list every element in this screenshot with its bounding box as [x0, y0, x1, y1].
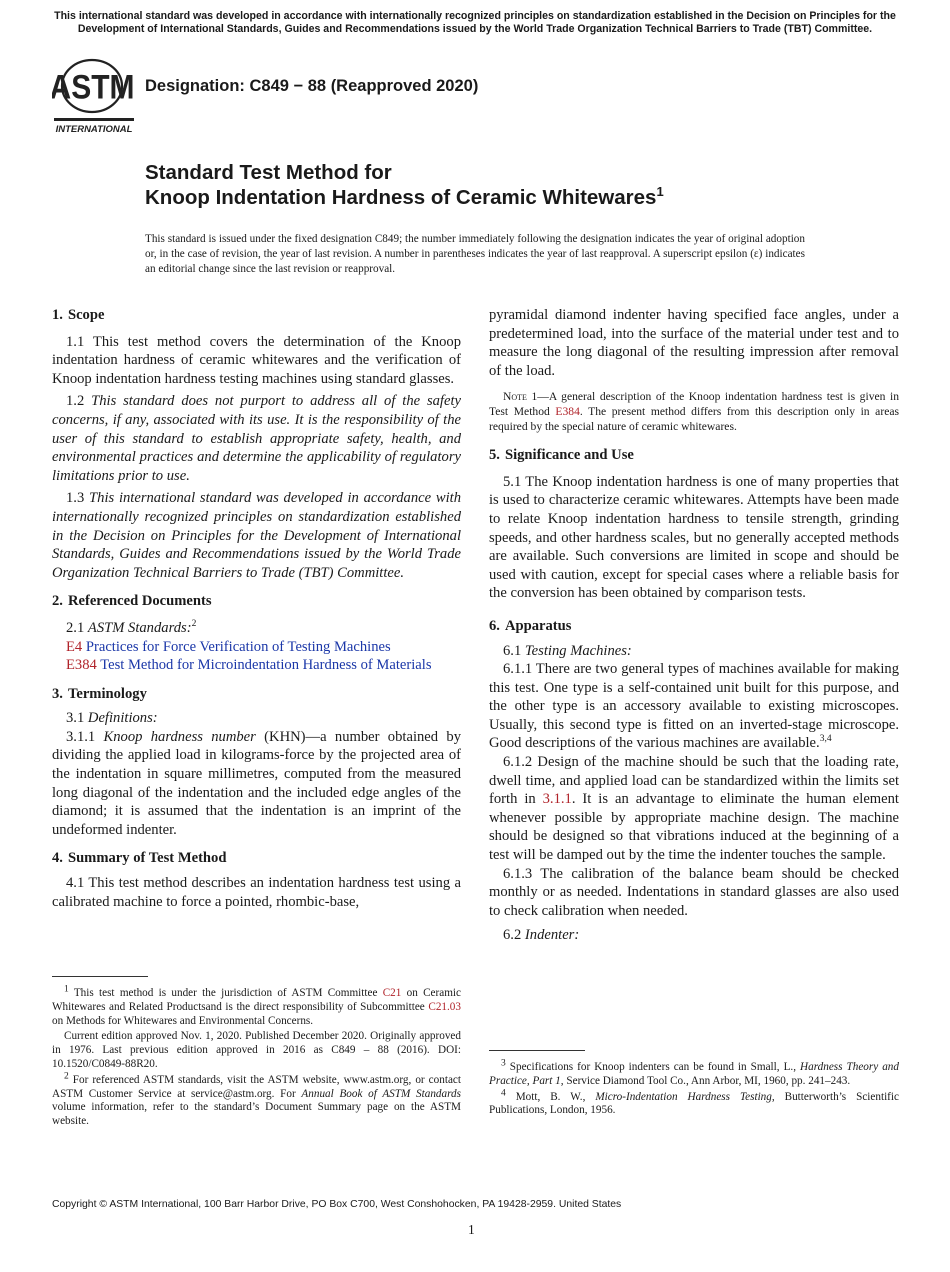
paragraph-1-3: 1.3 This international standard was developed in accordance with internationally recognized principles on standardization established in the Decision on Principles for the Development of International Standards, Guides and Recommendations issued by the World Trade Organization Technical Barriers to Trade (TBT) Committee.: [52, 490, 462, 581]
reference-code-e384: E384: [66, 657, 97, 674]
designation: Designation: C849 − 88 (Reapproved 2020): [145, 77, 479, 95]
paragraph-6-1-1: 6.1.1 There are two general types of machines available for making this test. One type is a self-contained unit built for this purpose, and the other type is an accessory available to existing microscopes. Usually, this second type is fitted on an inverted-stage microscope. Good descriptions of the various machines are available.$^{3,4}$: [489, 661, 899, 752]
reference-link-e4: Practices for Force Verification of Testing Machines: [85, 638, 391, 655]
section-heading-significance: 5. Significance and Use: [489, 447, 634, 464]
paragraph-2-1: 2.1 ASTM Standards:$^2$: [66, 619, 197, 636]
title-text: Knoop Indentation Hardness of Ceramic Whitewares: [145, 186, 657, 209]
astm-logo-graphic: [52, 56, 136, 136]
footnote-divider-right: [489, 1050, 585, 1051]
paragraph-4-1-continued: pyramidal diamond indenter having specified face angles, under a predetermined load, into the surface of the material under test and to measure the long diagonal of the resulting impression after removal of the load.: [489, 307, 899, 379]
footnote-4: $^4$ Mott, B. W., Micro-Indentation Hardness Testing, Butterworth’s Scientific Publications, London, 1956.: [489, 1087, 899, 1117]
link-c21[interactable]: C21: [382, 987, 402, 999]
footnote-1: $^1$ This test method is under the jurisdiction of ASTM Committee C21 on Ceramic Whitewares and Related Productsand is the direct responsibility of Subcommittee C21.03 on Methods for Whitewares and Environmental Concerns.: [52, 984, 461, 1027]
preamble: This standard is issued under the fixed designation C849; the number immediately following the designation indicates the year of original adoption or, in the case of revision, the year of last revision. A number in parentheses indicates the year of last reapproval. A superscript epsilon (ε) indicates an editorial change since the last revision or reapproval.: [145, 233, 805, 276]
svg-text:INTERNATIONAL: INTERNATIONAL: [55, 124, 133, 135]
paragraph-4-1-start: 4.1 This test method describes an indentation hardness test using a calibrated machine to force a pointed, rhombic-base,: [52, 875, 461, 910]
reference-e384[interactable]: [52, 656, 461, 675]
paragraph-6-2: 6.2 Indenter:: [503, 927, 580, 944]
section-heading-apparatus: 6. Apparatus: [489, 617, 572, 634]
astm-logo: [52, 56, 136, 136]
reference-link-e384: Test Method for Microindentation Hardness of Materials: [100, 657, 432, 674]
reference-code-e4: E4: [66, 638, 83, 655]
svg-text:ASTM: ASTM: [52, 67, 135, 107]
footnote-1-edition: Current edition approved Nov. 1, 2020. Published December 2020. Originally approved in 1976. Last previous edition approved in 2016 as C849 – 88 (2016). DOI: 10.1520/C0849-88R20.: [52, 1030, 461, 1070]
link-e384[interactable]: E384: [555, 404, 580, 418]
title-line-2: [145, 185, 664, 210]
paragraph-3-1-1: 3.1.1 Knoop hardness number (KHN)—a number obtained by dividing the applied load in kilograms-force by the projected area of the indentation in square millimetres, computed from the measured long diagonal of the indentation and the included edge angles of the diamond; it is assumed that the indentation is an imprint of the undeformed indenter.: [52, 728, 461, 838]
copyright-notice: Copyright © ASTM International, 100 Barr Harbor Drive, PO Box C700, West Conshohocken, PA 19428-2959. United States: [52, 1199, 622, 1210]
paragraph-6-1-3: 6.1.3 The calibration of the balance beam should be checked monthly or as needed. Indentations in standard glasses are also used to check calibration when needed.: [489, 865, 899, 919]
paragraph-6-1-2: 6.1.2 Design of the machine should be such that the loading rate, dwell time, and applied load can be standardized within the limits set forth in 3.1.1. It is an advantage to eliminate the human element whenever possible by appropriate machine design. The machine should be designed so that vibrations induced at the beginning of a test will be damped out by the time the indenter touches the sample.: [489, 754, 899, 864]
footnotes-right: [489, 1058, 899, 1118]
paragraph-1-1: 1.1 This test method covers the determination of the Knoop indentation hardness of ceramic whitewares and the verification of Knoop indentation hardness testing machines using standard glasses.: [52, 333, 461, 387]
footnotes-left: [52, 984, 461, 1129]
section-heading-summary: 4. Summary of Test Method: [52, 850, 227, 867]
paragraph-6-1: 6.1 Testing Machines:: [503, 642, 632, 659]
footnote-3: $^3$ Specifications for Knoop indenters can be found in Small, L., Hardness Theory and Practice, Part 1, Service Diamond Tool Co., Ann Arbor, MI, 1960, pp. 241–243.: [489, 1058, 899, 1087]
footnote-2: $^2$ For referenced ASTM standards, visit the ASTM website, www.astm.org, or contact ASTM Customer Service at service@astm.org. For Annual Book of ASTM Standards volume information, refer to the standard’s Document Summary page on the ASTM website.: [52, 1071, 461, 1128]
section-heading-terminology: 3. Terminology: [52, 685, 147, 702]
title-footnote-mark: 1: [656, 184, 664, 200]
title-line-1: Standard Test Method for: [145, 161, 392, 184]
footnote-divider-left: [52, 976, 148, 977]
section-heading-referenced-documents: 2. Referenced Documents: [52, 593, 212, 610]
left-column: [52, 306, 461, 911]
reference-e4[interactable]: [52, 638, 461, 657]
paragraph-1-2: 1.2 This standard does not purport to address all of the safety concerns, if any, associated with its use. It is the responsibility of the user of this standard to establish appropriate safety, health, and environmental practices and determine the applicability of regulatory limitations prior to use.: [52, 393, 461, 484]
page-number: 1: [468, 1222, 475, 1237]
paragraph-5-1: 5.1 The Knoop indentation hardness is one of many properties that is used to characterize ceramic whitewares. Attempts have been made to relate Knoop indentation hardness to tensile strength, grinding speeds, and other hardness scales, but no generally accepted methods are available. Such conversions are limited in scope and should be used with caution, except for special cases where a reliable basis for the conversion has been obtained by comparison tests.: [489, 473, 899, 602]
link-c21-03[interactable]: C21.03: [428, 1000, 461, 1013]
link-3-1-1[interactable]: 3.1.1: [542, 791, 572, 808]
international-standard-notice: This international standard was developed in accordance with internationally recognized principles on standardization established in the Decision on Principles for the Development of International Standards, Guides and Recommendations issued by the World Trade Organization Technical Barriers to Trade (TBT) Committee.: [54, 10, 896, 36]
section-heading-scope: 1. Scope: [52, 307, 105, 323]
document-title: [145, 160, 664, 210]
note-1: Note 1—A general description of the Knoop indentation hardness test is given in Test Method E384. The present method differs from this description only in areas required by the special nature of ceramic whitewares.: [489, 390, 899, 433]
right-column: [489, 306, 899, 945]
paragraph-3-1: 3.1 Definitions:: [66, 710, 158, 727]
